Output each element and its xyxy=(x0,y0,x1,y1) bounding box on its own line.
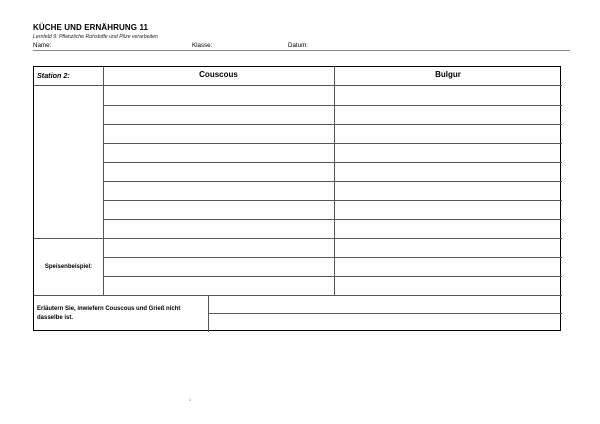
row-line xyxy=(103,257,562,258)
row-line xyxy=(103,181,562,182)
datum-label: Datum: xyxy=(288,42,308,49)
row-line xyxy=(103,143,562,144)
question-text: Erläutern Sie, inwiefern Couscous und Grieß nicht dasselbe ist. xyxy=(37,306,181,321)
row-line xyxy=(103,219,562,220)
worksheet-subtitle: Lernfeld 9: Pflanzliche Rohstoffe und Pilze verarbeiten xyxy=(33,34,158,40)
name-label: Name: xyxy=(33,42,52,49)
couscous-header: Couscous xyxy=(199,70,238,79)
row-line xyxy=(103,200,562,201)
worksheet-title: KÜCHE UND ERNÄHRUNG 11 xyxy=(33,23,149,32)
row-line xyxy=(103,162,562,163)
answer-line xyxy=(208,313,562,314)
station-table xyxy=(33,66,561,331)
row-line xyxy=(103,105,562,106)
footer-page-mark: 1 xyxy=(189,397,192,402)
header-row-divider xyxy=(34,85,562,86)
speisenbeispiel-label: Speisenbeispiel: xyxy=(44,264,93,270)
klasse-label: Klasse: xyxy=(192,42,213,49)
question-section-divider xyxy=(34,295,562,296)
bulgur-header: Bulgur xyxy=(435,70,461,79)
row-line xyxy=(103,276,562,277)
station-label: Station 2: xyxy=(37,71,70,80)
header-underline xyxy=(33,50,570,51)
row-line xyxy=(103,124,562,125)
example-section-divider xyxy=(34,238,562,239)
